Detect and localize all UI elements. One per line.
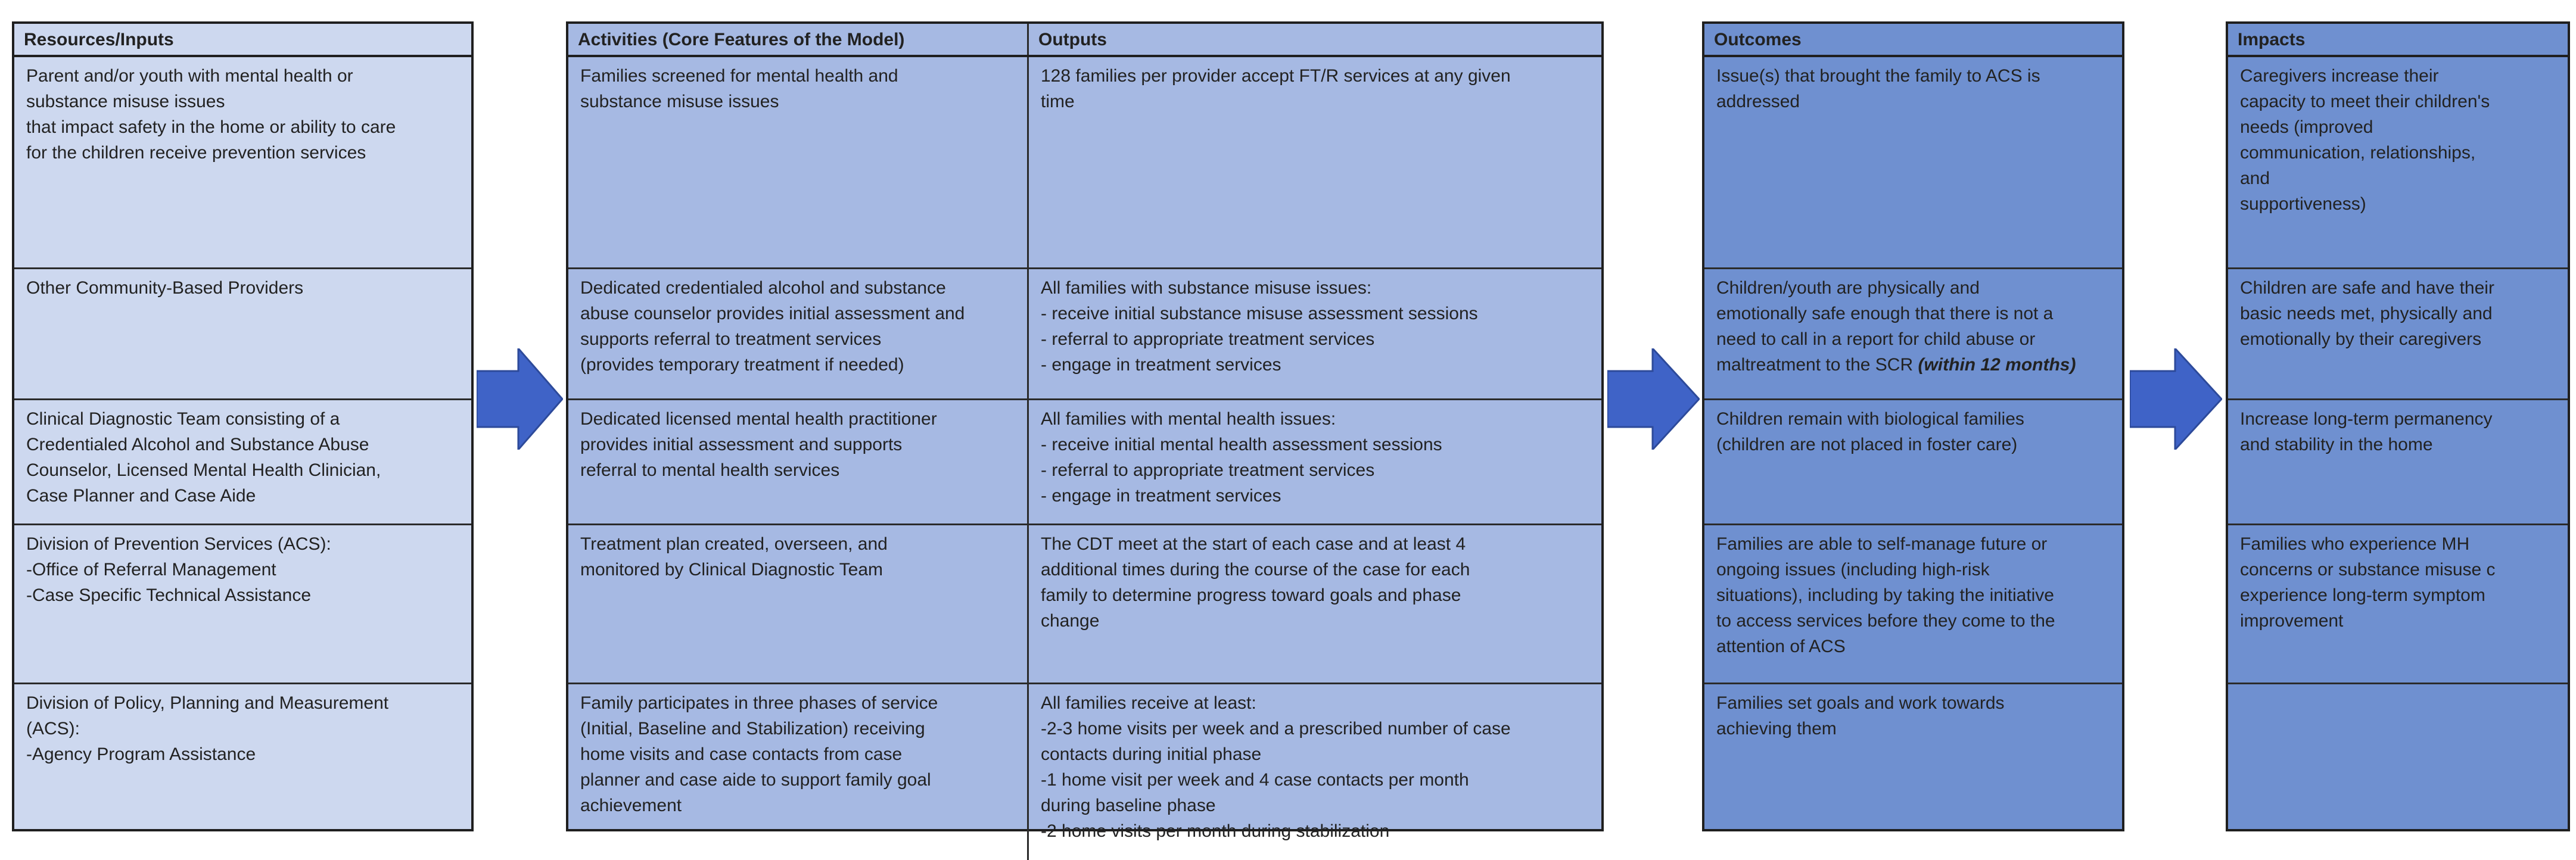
cell-text-line: basic needs met, physically and [2240, 304, 2493, 323]
timeframe-note: (within 12 months) [1918, 355, 2076, 375]
cell-text-line: referral to mental health services [580, 460, 840, 480]
cell-text-line: (Initial, Baseline and Stabilization) receiving [580, 719, 925, 739]
cell-text-line: (ACS): [26, 719, 80, 739]
resource-row [14, 684, 471, 860]
resource-cell [14, 525, 471, 683]
cell-text-line: Treatment plan created, overseen, and [580, 534, 888, 554]
cell-text-line: - receive initial mental health assessment sessions [1041, 435, 1442, 454]
cell-text-line: during baseline phase [1041, 796, 1216, 815]
impact-row [2228, 525, 2568, 684]
activities-outputs-body [568, 57, 1601, 860]
resource-cell [14, 269, 471, 398]
resources-header: Resources/Inputs [24, 30, 174, 49]
cell-text-line: -Agency Program Assistance [26, 744, 256, 764]
cell-text-line: substance misuse issues [580, 92, 779, 111]
cell-text-line: (children are not placed in foster care) [1716, 435, 2018, 454]
cell-text-line: that impact safety in the home or ability to care [26, 117, 396, 137]
resources-body [14, 57, 471, 860]
cell-text-line: ongoing issues (including high-risk [1716, 560, 1990, 579]
impact-cell [2228, 57, 2568, 267]
activities-outputs-row [568, 684, 1601, 860]
cell-text-line: attention of ACS [1716, 637, 1846, 656]
cell-text-line: Issue(s) that brought the family to ACS is [1716, 66, 2040, 86]
cell-text-line: emotionally safe enough that there is not a [1716, 304, 2054, 323]
output-cell [1027, 525, 1601, 683]
impact-row [2228, 400, 2568, 525]
resources-header-row [14, 24, 471, 57]
impact-row [2228, 57, 2568, 269]
outcome-cell [1704, 400, 2122, 524]
resource-row [14, 525, 471, 684]
arrow-right-icon [2130, 348, 2222, 450]
resource-row [14, 57, 471, 269]
cell-text-line: 128 families per provider accept FT/R services at any given [1041, 66, 1511, 86]
cell-text-line: achieving them [1716, 719, 1837, 739]
cell-text-line: home visits and case contacts from case [580, 744, 903, 764]
cell-text-line: and stability in the home [2240, 435, 2433, 454]
outcomes-header: Outcomes [1714, 30, 1802, 49]
cell-text-line: -2 home visits per month during stabilization [1041, 821, 1390, 841]
cell-text-line: -1 home visit per week and 4 case contacts per month [1041, 770, 1469, 790]
outputs-header: Outputs [1027, 24, 1601, 55]
cell-text-line: need to call in a report for child abuse or [1716, 329, 2036, 349]
cell-text-line: time [1041, 92, 1075, 111]
cell-text-line: needs (improved [2240, 117, 2373, 137]
cell-text-line: Counselor, Licensed Mental Health Clinician, [26, 460, 381, 480]
cell-text-line: -Case Specific Technical Assistance [26, 585, 312, 605]
resource-row [14, 269, 471, 400]
cell-text-line: All families with substance misuse issues: [1041, 278, 1372, 298]
activities-outputs-row [568, 57, 1601, 269]
cell-text-line: Children are safe and have their [2240, 278, 2494, 298]
cell-text-line: - referral to appropriate treatment services [1041, 460, 1375, 480]
activities-outputs-row [568, 400, 1601, 525]
cell-text-line: achievement [580, 796, 682, 815]
outcome-cell [1704, 525, 2122, 683]
cell-text-line: -2-3 home visits per week and a prescribed number of case [1041, 719, 1511, 739]
cell-text-line: The CDT meet at the start of each case and at least 4 [1041, 534, 1466, 554]
impact-cell [2228, 525, 2568, 683]
arrow-right-icon [477, 348, 563, 450]
cell-text-line: - engage in treatment services [1041, 486, 1281, 506]
outcomes-header-row [1704, 24, 2122, 57]
outcomes-body [1704, 57, 2122, 860]
resource-cell [14, 684, 471, 860]
outcome-cell [1704, 57, 2122, 267]
cell-text-line: experience long-term symptom [2240, 585, 2485, 605]
cell-text-line: (provides temporary treatment if needed) [580, 355, 904, 375]
output-cell [1027, 684, 1601, 860]
activities-outputs-header-row [568, 24, 1601, 57]
cell-text-line: abuse counselor provides initial assessment and [580, 304, 965, 323]
impact-cell [2228, 684, 2568, 860]
output-cell [1027, 57, 1601, 267]
activity-cell [568, 400, 1027, 524]
cell-text-line: emotionally by their caregivers [2240, 329, 2482, 349]
outcomes-column [1702, 21, 2124, 831]
cell-text-line: Parent and/or youth with mental health or [26, 66, 353, 86]
cell-text-line: provides initial assessment and supports [580, 435, 903, 454]
cell-text-line: addressed [1716, 92, 1800, 111]
cell-text-line: Children/youth are physically and [1716, 278, 1980, 298]
cell-text-line: - receive initial substance misuse assessment sessions [1041, 304, 1478, 323]
activity-cell [568, 57, 1027, 267]
cell-text-line: Caregivers increase their [2240, 66, 2439, 86]
cell-text-line: change [1041, 611, 1100, 631]
outcome-row [1704, 57, 2122, 269]
cell-text-line: supportiveness) [2240, 194, 2366, 214]
cell-text-line: to access services before they come to the [1716, 611, 2055, 631]
cell-text-line: - engage in treatment services [1041, 355, 1281, 375]
cell-text-line: monitored by Clinical Diagnostic Team [580, 560, 883, 579]
cell-text-line: maltreatment to the SCR (within 12 months) [1716, 355, 2076, 375]
activities-header: Activities (Core Features of the Model) [578, 30, 905, 49]
cell-text-line: -Office of Referral Management [26, 560, 276, 579]
outcome-row [1704, 400, 2122, 525]
cell-text-line: Clinical Diagnostic Team consisting of a [26, 409, 340, 429]
resource-cell [14, 400, 471, 524]
outcome-cell [1704, 269, 2122, 398]
impacts-header-row [2228, 24, 2568, 57]
cell-text-line: and [2240, 169, 2270, 188]
cell-text-line: Dedicated credentialed alcohol and substance [580, 278, 946, 298]
cell-text-line: contacts during initial phase [1041, 744, 1262, 764]
arrow-right-icon [1607, 348, 1700, 450]
cell-text-line: All families receive at least: [1041, 693, 1256, 713]
output-cell [1027, 269, 1601, 398]
cell-text-line: Families who experience MH [2240, 534, 2470, 554]
cell-text-line: Division of Prevention Services (ACS): [26, 534, 331, 554]
cell-text-line: Other Community-Based Providers [26, 278, 304, 298]
cell-text-line: supports referral to treatment services [580, 329, 882, 349]
cell-text-line: - referral to appropriate treatment services [1041, 329, 1375, 349]
cell-text-line: Children remain with biological families [1716, 409, 2024, 429]
impact-row [2228, 269, 2568, 400]
cell-text-line: improvement [2240, 611, 2344, 631]
impacts-header: Impacts [2238, 30, 2306, 49]
cell-text-line: Families are able to self-manage future or [1716, 534, 2048, 554]
cell-text-line: family to determine progress toward goals and phase [1041, 585, 1461, 605]
cell-text-line: All families with mental health issues: [1041, 409, 1336, 429]
activities-outputs-row [568, 525, 1601, 684]
cell-text-line: concerns or substance misuse c [2240, 560, 2496, 579]
activity-cell [568, 269, 1027, 398]
cell-text-line: substance misuse issues [26, 92, 225, 111]
cell-text-line: Case Planner and Case Aide [26, 486, 256, 506]
cell-text-line: planner and case aide to support family goal [580, 770, 931, 790]
outcome-row [1704, 525, 2122, 684]
activity-cell [568, 684, 1027, 860]
impact-row [2228, 684, 2568, 860]
cell-text-line: communication, relationships, [2240, 143, 2476, 163]
cell-text-line: for the children receive prevention services [26, 143, 366, 163]
cell-text-line: Family participates in three phases of service [580, 693, 938, 713]
activities-outputs-table [566, 21, 1604, 841]
resources-inputs-column [12, 21, 474, 831]
outcome-row [1704, 269, 2122, 400]
impact-cell [2228, 400, 2568, 524]
impacts-body [2228, 57, 2568, 860]
cell-text-line: situations), including by taking the initiative [1716, 585, 2054, 605]
output-cell [1027, 400, 1601, 524]
outcome-cell [1704, 684, 2122, 860]
cell-text-line: Families set goals and work towards [1716, 693, 2005, 713]
resource-row [14, 400, 471, 525]
cell-text-line: Increase long-term permanency [2240, 409, 2493, 429]
impact-cell [2228, 269, 2568, 398]
outcome-row [1704, 684, 2122, 860]
resource-cell [14, 57, 471, 267]
cell-text-line: capacity to meet their children's [2240, 92, 2490, 111]
impacts-column [2226, 21, 2570, 831]
cell-text-line: Division of Policy, Planning and Measurement [26, 693, 389, 713]
activities-outputs-row [568, 269, 1601, 400]
cell-text-line: additional times during the course of the case for each [1041, 560, 1470, 579]
cell-text-line: Families screened for mental health and [580, 66, 898, 86]
cell-text-line: Credentialed Alcohol and Substance Abuse [26, 435, 369, 454]
cell-text-line: Dedicated licensed mental health practitioner [580, 409, 937, 429]
activity-cell [568, 525, 1027, 683]
